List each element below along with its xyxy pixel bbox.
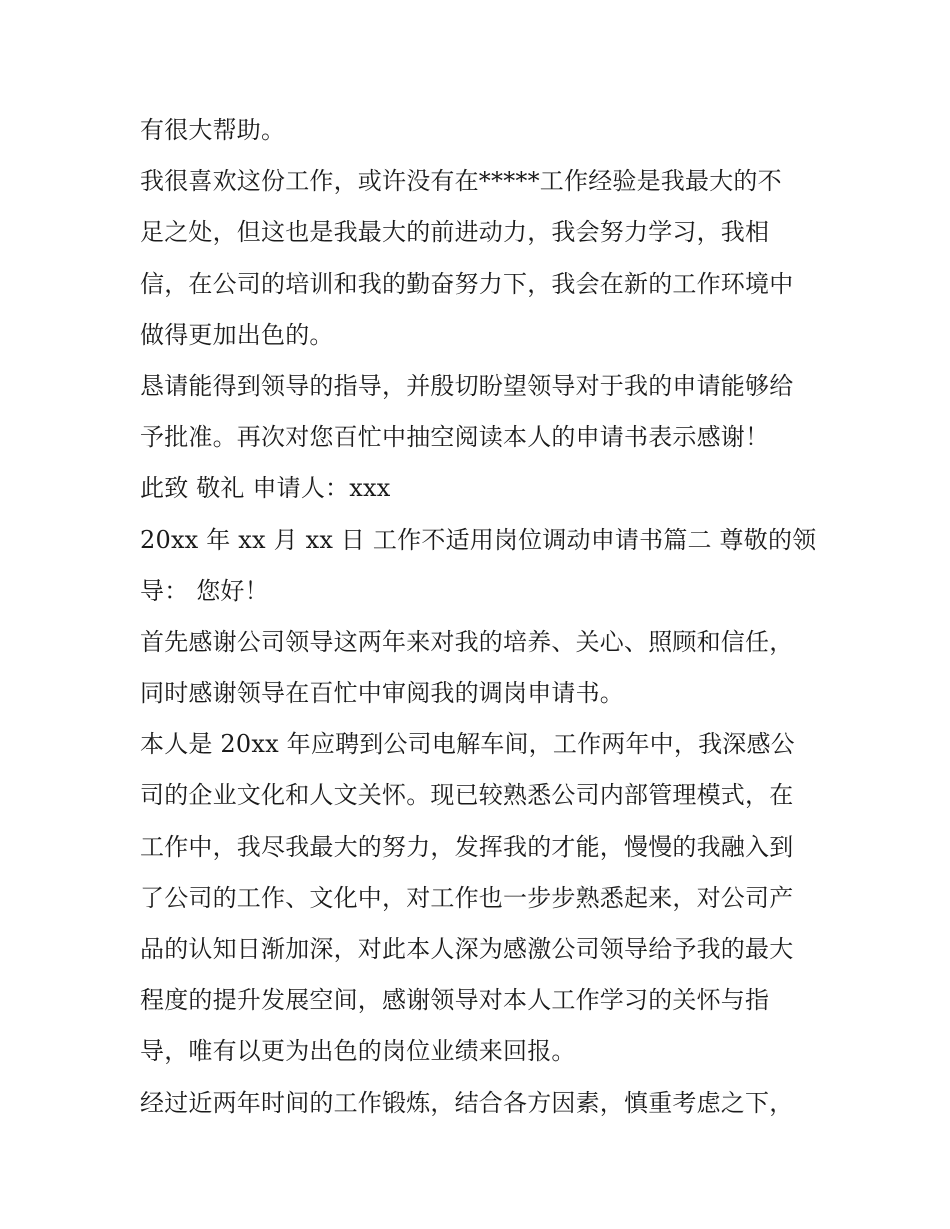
text-line: 本人是 20xx 年应聘到公司电解车间，工作两年中，我深感公: [140, 730, 795, 759]
text-line: 同时感谢领导在百忙中审阅我的调岗申请书。: [140, 679, 624, 708]
text-line: 经过近两年时间的工作锻炼，结合各方因素，慎重考虑之下，: [140, 1088, 794, 1117]
text-line: 首先感谢公司领导这两年来对我的培养、关心、照顾和信任，: [140, 627, 794, 656]
text-line: 20xx 年 xx 月 xx 日 工作不适用岗位调动申请书篇二 尊敬的领: [140, 525, 817, 554]
text-line: 恳请能得到领导的指导，并殷切盼望领导对于我的申请能够给: [140, 371, 794, 400]
text-line: 导，唯有以更为出色的岗位业绩来回报。: [140, 1037, 576, 1066]
text-line: 工作中，我尽我最大的努力，发挥我的才能，慢慢的我融入到: [140, 832, 794, 861]
text-line: 此致 敬礼 申请人：xxx: [140, 474, 391, 503]
text-line: 做得更加出色的。: [140, 320, 334, 349]
text-line: 程度的提升发展空间，感谢领导对本人工作学习的关怀与指: [140, 986, 770, 1015]
text-line: 品的认知日渐加深，对此本人深为感激公司领导给予我的最大: [140, 935, 794, 963]
text-line: 导： 您好！: [140, 576, 269, 605]
document-body: [140, 105, 820, 1129]
text-line: 予批准。再次对您百忙中抽空阅读本人的申请书表示感谢！: [140, 423, 770, 452]
text-line: 司的企业文化和人文关怀。现已较熟悉公司内部管理模式，在: [140, 781, 794, 810]
text-line: 我很喜欢这份工作，或许没有在*****工作经验是我最大的不: [140, 167, 782, 196]
text-line: 足之处，但这也是我最大的前进动力，我会努力学习，我相: [140, 218, 770, 247]
text-line: 了公司的工作、文化中，对工作也一步步熟悉起来，对公司产: [140, 883, 794, 912]
text-line: 有很大帮助。: [140, 116, 286, 144]
text-line: 信，在公司的培训和我的勤奋努力下，我会在新的工作环境中: [140, 269, 794, 298]
